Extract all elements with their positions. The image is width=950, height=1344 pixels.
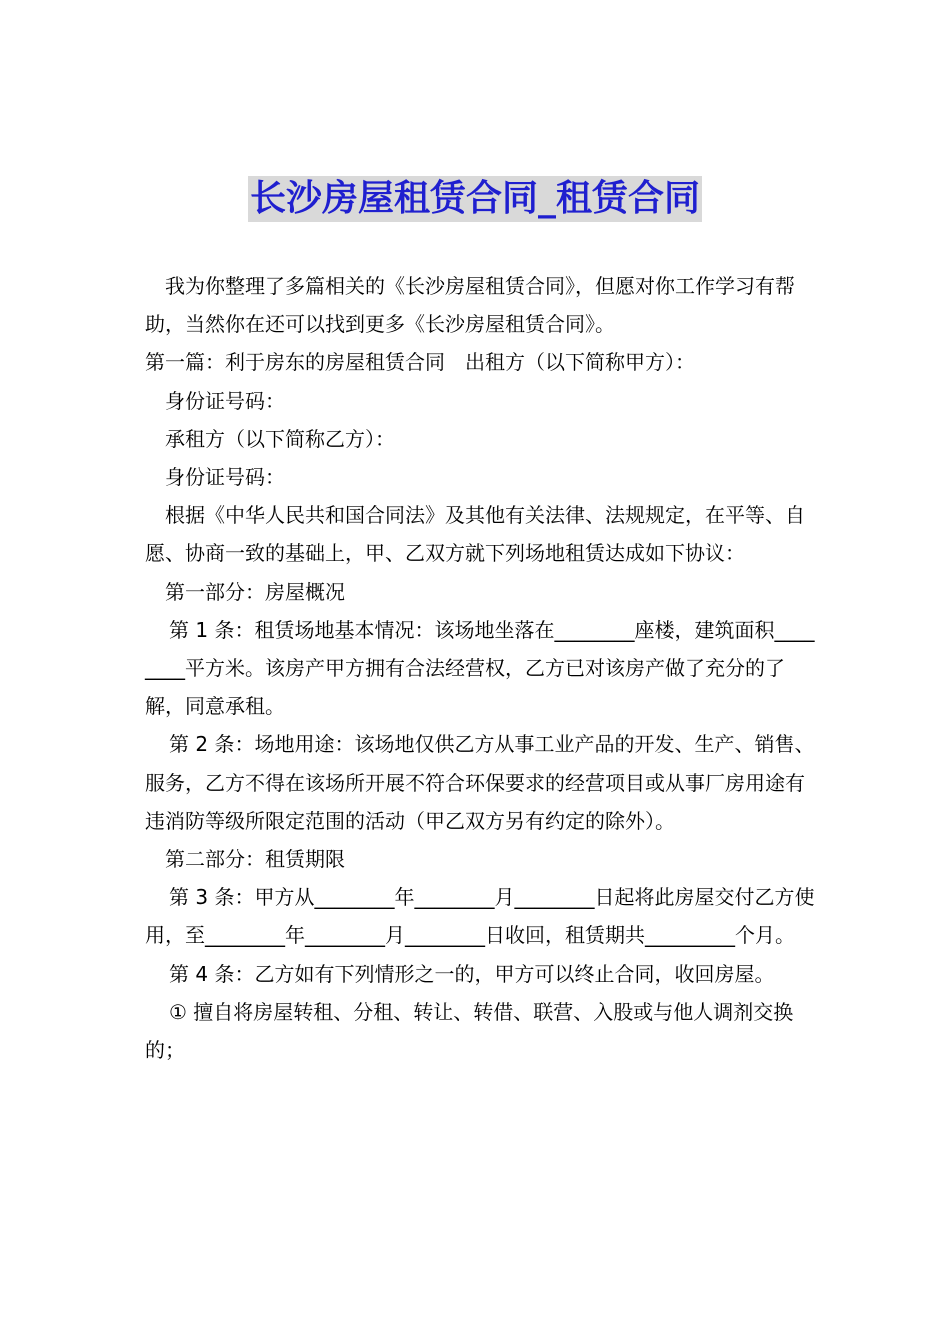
title-container: [0, 176, 950, 222]
section-heading-first: 第一篇：利于房东的房屋租赁合同 出租方（以下简称甲方）：: [145, 350, 695, 375]
list-item-1: ① 擅自将房屋转租、分租、转让、转借、联营、入股或与他人调剂交换的；: [145, 999, 794, 1063]
article-3: 第 3 条：甲方从________年________月________日起将此房屋交付乙方使用，至________年________月________日收回，租赁期共_________个月。: [145, 885, 815, 948]
document-title: 长沙房屋租赁合同_租赁合同: [248, 176, 702, 222]
lessee-line: 承租方（以下简称乙方）：: [165, 426, 395, 451]
article-4: 第 4 条：乙方如有下列情形之一的，甲方可以终止合同，收回房屋。: [169, 961, 775, 986]
article-2: 第 2 条：场地用途：该场地仅供乙方从事工业产品的开发、生产、销售、服务，乙方不得在该场所开展不符合环保要求的经营项目或从事厂房用途有违消防等级所限定范围的活动（甲乙双方另有约定的除外）。: [145, 732, 815, 833]
document-body: [145, 267, 815, 1069]
legal-basis-paragraph: 根据《中华人民共和国合同法》及其他有关法律、法规规定，在平等、自愿、协商一致的基础上，甲、乙双方就下列场地租赁达成如下协议：: [145, 503, 805, 566]
article-1: 第 1 条：租赁场地基本情况：该场地坐落在________座楼，建筑面积________平方米。该房产甲方拥有合法经营权，乙方已对该房产做了充分的了解，同意承租。: [145, 617, 815, 719]
part-two-heading: 第二部分：租赁期限: [165, 847, 345, 872]
part-one-heading: 第一部分：房屋概况: [165, 579, 345, 604]
intro-paragraph: 我为你整理了多篇相关的《长沙房屋租赁合同》，但愿对你工作学习有帮助，当然你在还可以找到更多《长沙房屋租赁合同》。: [145, 274, 795, 337]
lessor-id-line: 身份证号码：: [165, 388, 285, 413]
lessee-id-line: 身份证号码：: [165, 465, 285, 490]
